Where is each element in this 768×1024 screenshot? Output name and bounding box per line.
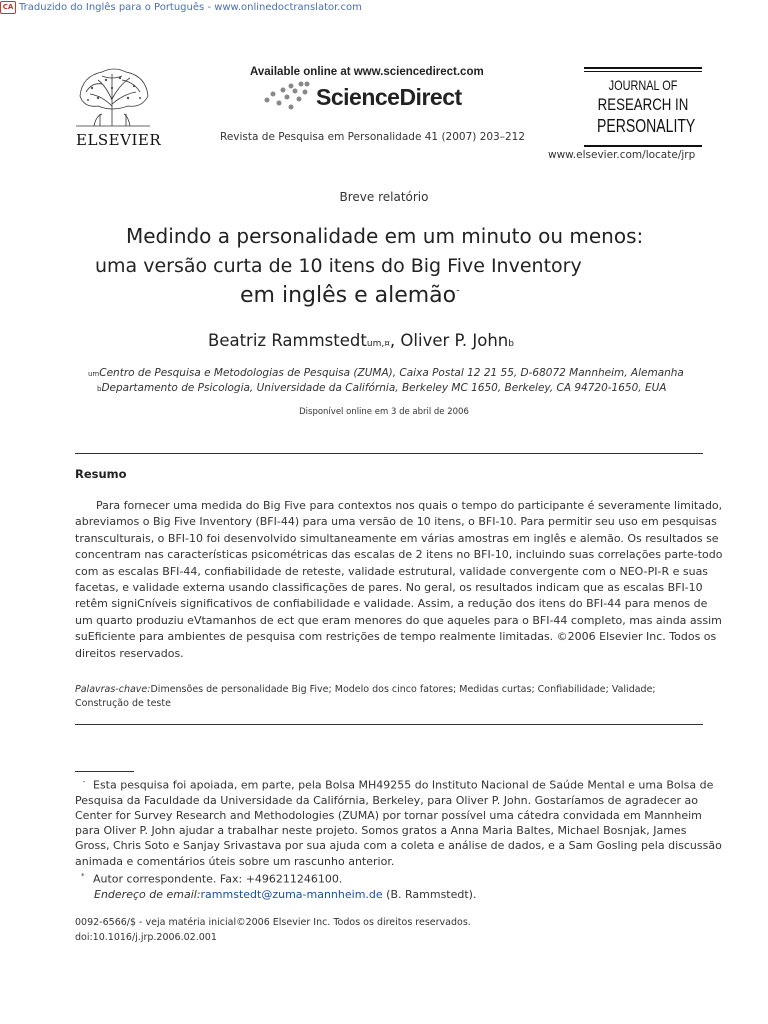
footnote-1-line: para Oliver P. John ajudar a trabalhar neste projeto. Somos gratos a Anna Maria Baltes, Michael Bosnjak, James — [75, 824, 687, 838]
elsevier-wordmark: ELSEVIER — [76, 131, 162, 149]
keywords-text: Dimensões de personalidade Big Five; Modelo dos cinco fatores; Medidas curtas; Confiabilidade; Validade; Construção de teste — [75, 684, 656, 709]
abstract-line: suEficiente para ambientes de pesquisa com restrições de tempo realmente limitadas. ©2006 Elsevier Inc. Todos os — [75, 630, 717, 644]
sciencedirect-wordmark: ScienceDirect — [316, 84, 462, 110]
footnote-2-mark: * — [81, 871, 85, 880]
keywords — [75, 683, 707, 711]
author-1-affiliation-mark[interactable]: um,¤ — [366, 339, 390, 349]
footnote-1-line: - Esta pesquisa foi apoiada, em parte, pela Bolsa MH49255 do Instituto Nacional de Saúde Mental e uma Bolsa de — [75, 775, 705, 793]
abstract-bottom-rule — [75, 724, 703, 725]
author-2: , Oliver P. John — [389, 331, 509, 350]
abstract-line: transculturais, o BFI-10 foi desenvolvido simultaneamente em várias amostras em inglês e alemão. Os resultados se — [75, 531, 719, 545]
title-line-3 — [240, 283, 460, 308]
affiliation-b-mark: b — [97, 385, 102, 393]
author-2-affiliation-mark[interactable]: b — [508, 339, 514, 349]
journal-logo-line3: PERSONALITY — [596, 116, 696, 136]
footnote-1-line: Center for Survey Research and Methodologies (ZUMA) por tornar possível uma cátedra convidada em Mannheim — [75, 809, 702, 823]
title-line-1: Medindo a personalidade em um minuto ou menos: — [126, 224, 644, 248]
affiliation-b — [97, 382, 666, 394]
footnote-1-mark: - — [82, 778, 86, 786]
journal-logo-line1: JOURNAL OF — [608, 77, 678, 93]
abstract-line: retêm signiCníveis significativos de confiabilidade e validade. Assim, a redução dos itens do BFI-44 para menos de — [75, 597, 708, 611]
abstract-body — [75, 498, 723, 662]
available-online-date: Disponível online em 3 de abril de 2006 — [299, 407, 469, 417]
copyright-block — [75, 915, 471, 945]
email-owner: (B. Rammstedt). — [382, 887, 477, 901]
abstract-heading: Resumo — [75, 467, 127, 481]
translator-notice-text[interactable]: Traduzido do Inglês para o Português - www.onlinedoctranslator.com — [19, 1, 362, 13]
affiliation-a — [88, 367, 684, 379]
author-list — [208, 331, 514, 350]
affiliation-a-mark: um — [88, 370, 100, 378]
available-online-text: Available online at www.sciencedirect.com — [250, 66, 484, 78]
footnote-1-line: animada e comentários úteis sobre um rascunho anterior. — [75, 854, 395, 868]
abstract-top-rule — [75, 453, 703, 454]
footnote-1-line: Gross, Chris Soto e Sanjay Srivastava por sua ajuda com a coleta e análise de dados, e a Sam Gosling pela discussão — [75, 839, 722, 853]
author-1: Beatriz Rammstedt — [208, 331, 367, 350]
abstract-line: um quarto produziu eVtamanhos de ect que eram menores do que aqueles para o BFI-44 completo, mas ainda assim — [75, 613, 722, 627]
journal-reference: Revista de Pesquisa em Personalidade 41 (2007) 203–212 — [220, 131, 526, 143]
abstract-line: facetas, e validade externa usando classificações de pares. No geral, os resultados indicam que as escalas BFI-10 — [75, 581, 703, 595]
footnotes — [75, 775, 722, 902]
title-line-2: uma versão curta de 10 itens do Big Five Inventory — [95, 255, 582, 277]
abstract-line: direitos reservados. — [75, 646, 184, 660]
translator-logo-icon: CA — [0, 1, 16, 14]
email-link[interactable]: rammstedt@zuma-mannheim.de — [200, 887, 383, 901]
email-label: Endereço de email: — [94, 887, 201, 901]
abstract-line: abreviamos o Big Five Inventory (BFI-44) para uma versão de 10 itens, o BFI-10. Para permitir seu uso em pesquisas — [75, 515, 717, 529]
affiliation-a-text: Centro de Pesquisa e Metodologias de Pesquisa (ZUMA), Caixa Postal 12 21 55, D-68072 Mannheim, Alemanha — [99, 367, 684, 379]
abstract-line: concentram nas características psicométricas das escalas de 2 itens no BFI-10, incluindo suas correlações parte-todo — [75, 548, 723, 562]
translator-notice[interactable] — [0, 0, 362, 14]
sciencedirect-dots-icon — [263, 80, 311, 112]
journal-logo — [584, 67, 702, 147]
affiliation-b-text: Departamento de Psicologia, Universidade da Califórnia, Berkeley MC 1650, Berkeley, CA 94720-1650, EUA — [101, 382, 667, 394]
doi-line[interactable]: doi:10.1016/j.jrp.2006.02.001 — [75, 932, 217, 943]
journal-logo-line2: RESEARCH IN — [597, 95, 689, 114]
title-footnote-mark[interactable]: - — [456, 285, 460, 297]
footnote-rule — [75, 771, 134, 772]
issn-line: 0092-6566/$ - veja matéria inicial©2006 Elsevier Inc. Todos os direitos reservados. — [75, 917, 471, 928]
footnote-2 — [75, 869, 705, 887]
journal-url-link[interactable]: www.elsevier.com/locate/jrp — [548, 149, 696, 161]
corresponding-author-fax: Autor correspondente. Fax: +496211246100. — [93, 872, 343, 886]
email-line — [75, 887, 705, 902]
abstract-line: Para fornecer uma medida do Big Five para contextos nos quais o tempo do participante é severamente limitado, — [75, 499, 723, 512]
footnote-1-line: Pesquisa da Faculdade da Universidade da Califórnia, Berkeley, para Oliver P. John. Gostaríamos de agradecer ao — [75, 793, 698, 807]
abstract-line: com as escalas BFI-44, confiabilidade de reteste, validade estrutural, validade convergente com o NEO-PI-R e suas — [75, 564, 709, 578]
article-type: Breve relatório — [339, 190, 429, 204]
title-line-3-text: em inglês e alemão — [240, 283, 457, 308]
keywords-label: Palavras-chave: — [75, 684, 151, 695]
